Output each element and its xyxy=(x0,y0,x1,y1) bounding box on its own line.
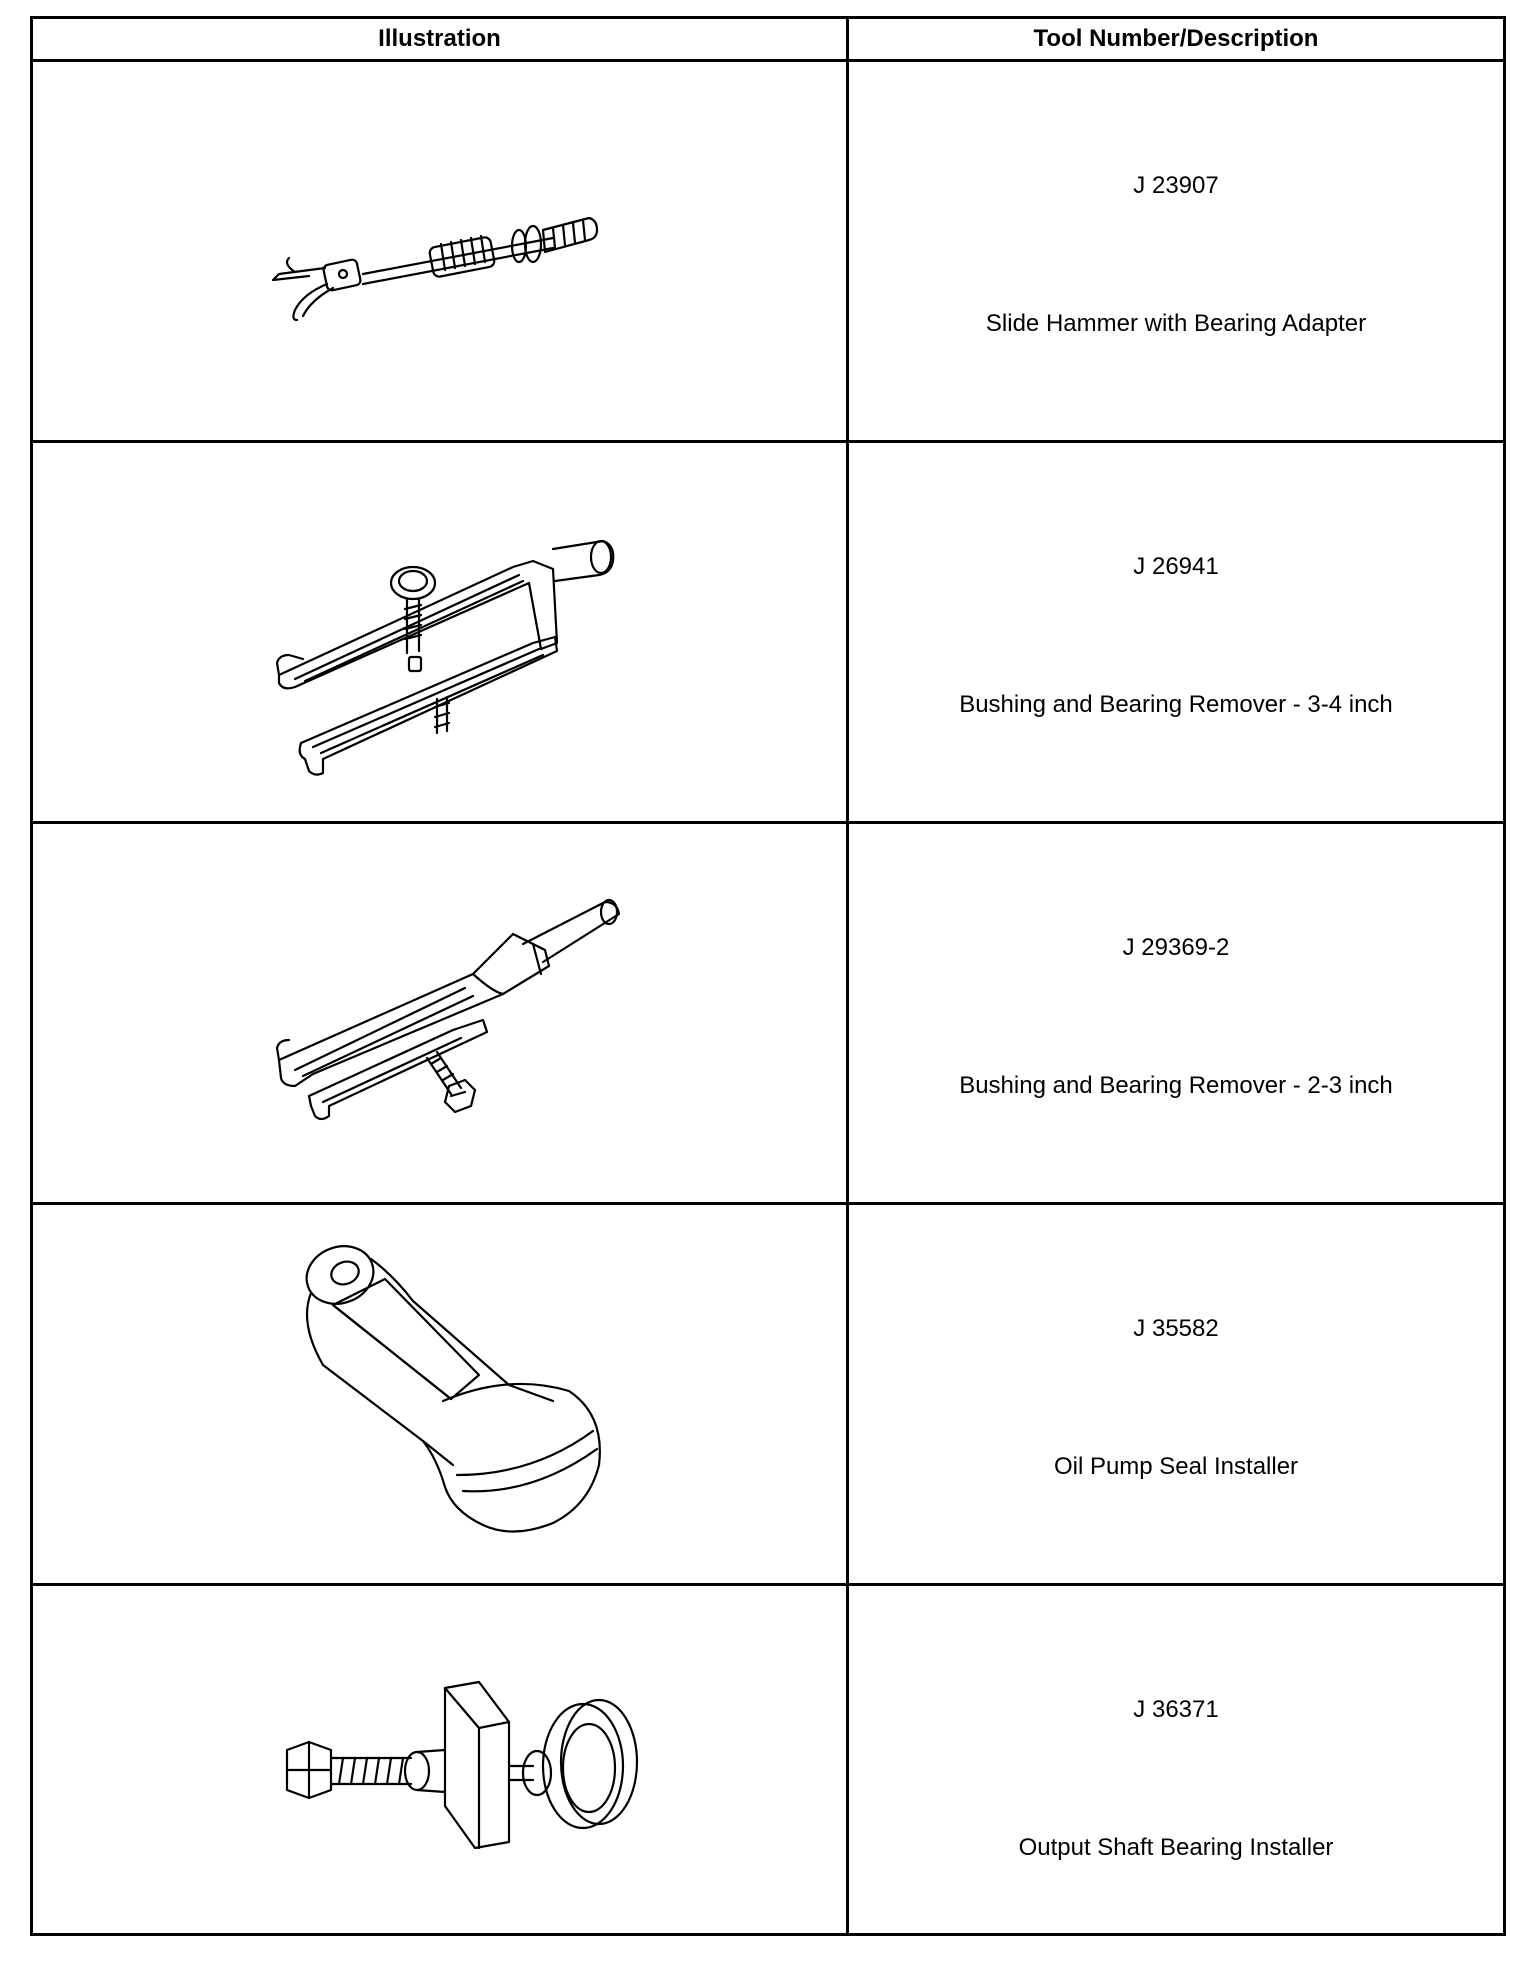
seal-installer-icon xyxy=(33,1205,846,1583)
tool-description: Bushing and Bearing Remover - 3-4 inch xyxy=(959,691,1393,718)
tool-description: Oil Pump Seal Installer xyxy=(1053,1453,1299,1480)
table-row xyxy=(33,62,1503,443)
tool-table xyxy=(30,16,1506,1936)
bearing-remover-small-icon xyxy=(33,824,846,1202)
header-tool: Tool Number/Description xyxy=(1033,25,1319,52)
table-row xyxy=(33,1205,1503,1586)
tool-number: J 29369-2 xyxy=(1122,934,1230,961)
tool-number: J 23907 xyxy=(1133,172,1219,199)
tool-description: Slide Hammer with Bearing Adapter xyxy=(985,310,1367,337)
bearing-remover-large-icon xyxy=(33,443,846,821)
tool-number: J 36371 xyxy=(1133,1696,1219,1723)
table-header xyxy=(33,19,1503,62)
table-row xyxy=(33,1586,1503,1967)
tool-number: J 35582 xyxy=(1133,1315,1219,1342)
tool-description: Output Shaft Bearing Installer xyxy=(1018,1834,1334,1861)
header-illustration: Illustration xyxy=(378,25,501,52)
tool-description: Bushing and Bearing Remover - 2-3 inch xyxy=(959,1072,1393,1099)
bearing-installer-icon xyxy=(33,1586,846,1967)
tool-number: J 26941 xyxy=(1133,553,1219,580)
table-row xyxy=(33,824,1503,1205)
table-row xyxy=(33,443,1503,824)
slide-hammer-icon xyxy=(33,62,846,440)
